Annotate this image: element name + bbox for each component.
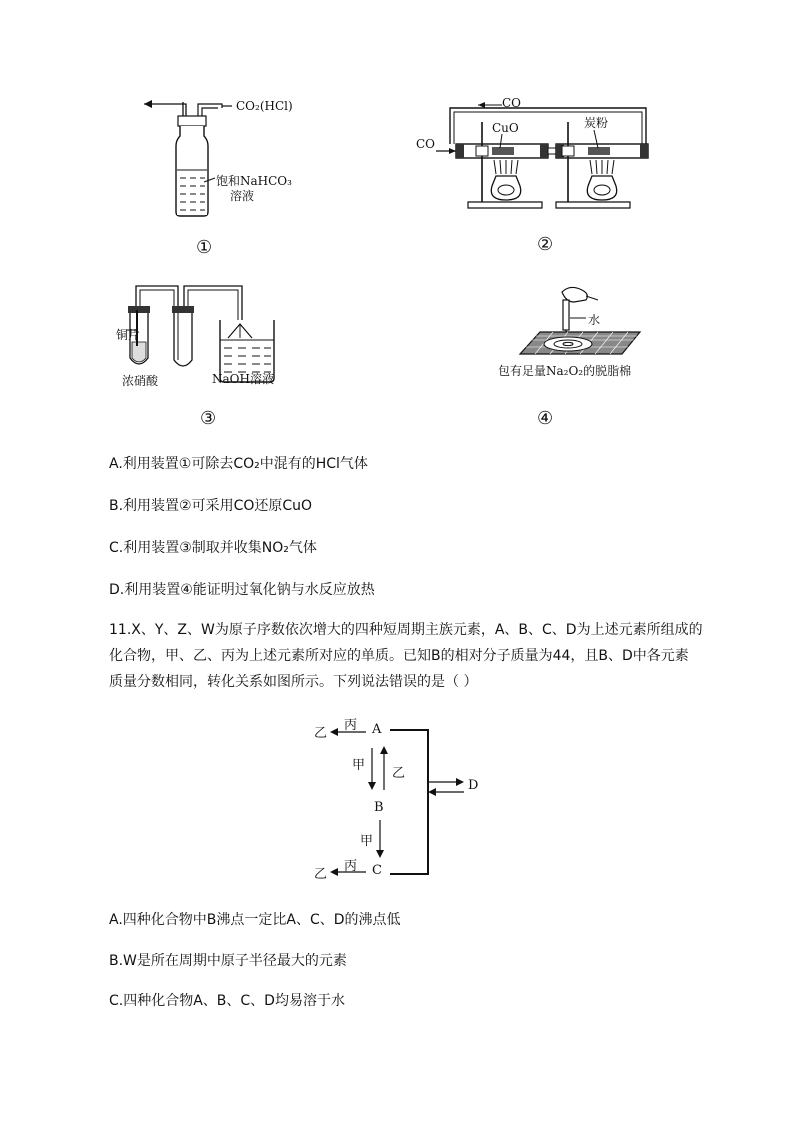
scheme-yi-top: 乙: [314, 726, 328, 741]
apparatus-4: [490, 280, 660, 380]
fig3-acid-label: 浓硝酸: [122, 374, 159, 388]
q10-option-a: A.利用装置①可除去CO₂中混有的HCl气体: [109, 456, 368, 472]
fig1-solution-label-2: 溶液: [230, 189, 255, 203]
scheme-jia-lower: 甲: [360, 834, 374, 849]
apparatus-1-drawing: [140, 92, 320, 232]
fig2-co-top: CO: [502, 96, 522, 110]
fig1-gas-label: CO₂(HCl): [236, 99, 293, 113]
apparatus-3: [116, 280, 290, 390]
q10-option-b: B.利用装置②可采用CO还原CuO: [109, 498, 313, 514]
scheme-compound-a: A: [372, 722, 382, 737]
fig3-naoh-label: NaOH溶液: [212, 372, 274, 386]
scheme-yi-right: 乙: [392, 766, 406, 781]
q11-option-c: C.四种化合物A、B、C、D均易溶于水: [109, 993, 345, 1009]
fig2-co-left: CO: [416, 137, 436, 151]
apparatus-2-drawing: [412, 94, 662, 214]
scheme-bing-bottom: 丙: [344, 859, 358, 874]
fig2-carbon-label: 炭粉: [584, 116, 609, 130]
q10-option-d: D.利用装置④能证明过氧化钠与水反应放热: [109, 582, 375, 598]
q11-line-1: 11.X、Y、Z、W为原子序数依次增大的四种短周期主族元素，A、B、C、D为上述元素所组成的: [109, 622, 703, 638]
q11-option-b: B.W是所在周期中原子半径最大的元素: [109, 953, 347, 969]
fig3-copper-label: 铜片: [116, 328, 141, 342]
scheme-bing-top: 丙: [344, 718, 358, 733]
apparatus-2: [412, 94, 662, 214]
q11-option-a: A.四种化合物中B沸点一定比A、C、D的沸点低: [109, 912, 401, 928]
fig1-number: ①: [196, 237, 213, 258]
fig2-number: ②: [537, 234, 554, 255]
fig1-solution-label: 饱和NaHCO₃: [216, 174, 292, 188]
scheme-compound-c: C: [372, 863, 382, 878]
scheme-compound-d: D: [468, 778, 479, 793]
scheme-yi-bottom: 乙: [314, 867, 328, 882]
scheme-jia-left: 甲: [352, 758, 366, 773]
scheme-lines: [300, 712, 500, 888]
q10-option-c: C.利用装置③制取并收集NO₂气体: [109, 540, 317, 556]
reaction-scheme: [300, 712, 500, 888]
fig4-cotton-label: 包有足量Na₂O₂的脱脂棉: [498, 364, 632, 378]
q11-line-2: 化合物，甲、乙、丙为上述元素所对应的单质。已知B的相对分子质量为44，且B、D中各元素: [109, 648, 689, 664]
apparatus-1: [140, 92, 320, 232]
q11-line-3: 质量分数相同，转化关系如图所示。下列说法错误的是（ ）: [109, 674, 478, 690]
scheme-compound-b: B: [374, 800, 384, 815]
fig4-water-label: 水: [588, 313, 601, 327]
fig2-cuo-label: CuO: [492, 121, 519, 135]
fig3-number: ③: [200, 408, 217, 429]
fig4-number: ④: [537, 408, 554, 429]
